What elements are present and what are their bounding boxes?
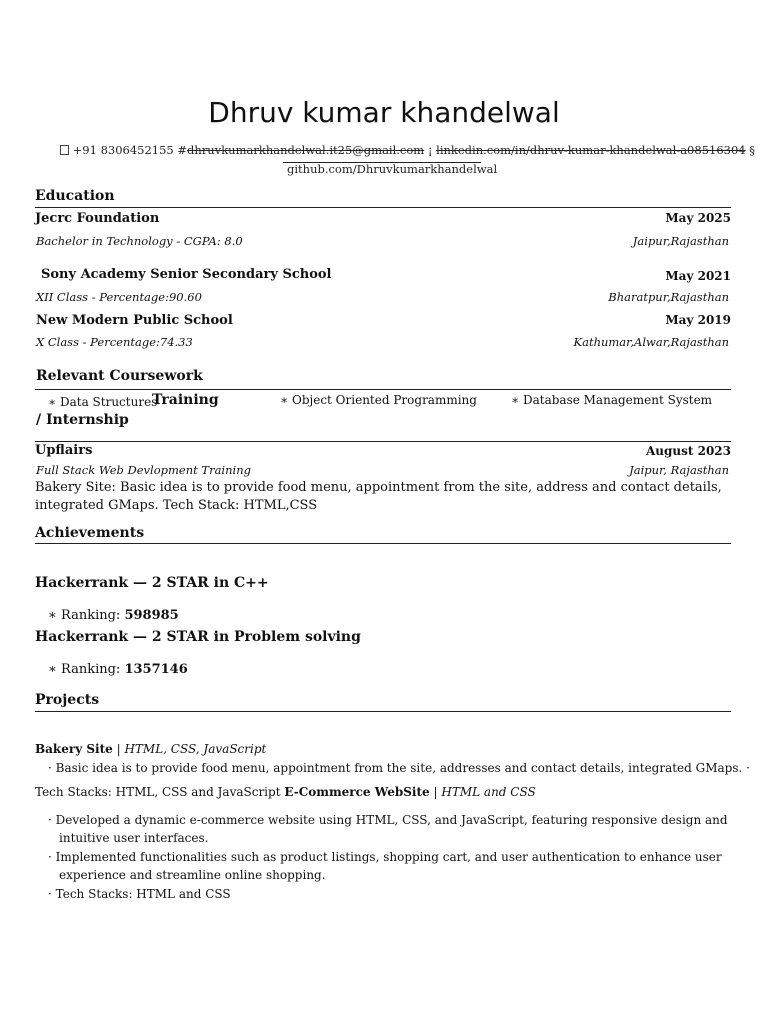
coursework-item: ∗ Data Structures — [48, 395, 158, 409]
bullet-star: ∗ — [48, 662, 57, 677]
section-title-coursework: Relevant Coursework — [36, 368, 203, 384]
ranking-value: 598985 — [124, 608, 179, 623]
bullet-dot: · — [48, 761, 52, 775]
bullet-star: ∗ — [48, 608, 57, 623]
linkedin-icon: ¡ — [427, 143, 433, 157]
section-rule — [35, 389, 731, 390]
training-description: Bakery Site: Basic idea is to provide food menu, appointment from the site, address and contact details, integrated GMaps. Tech Stack: HTML,CSS — [35, 480, 722, 513]
school-location: Jaipur,Rajasthan — [632, 234, 729, 248]
school-degree: X Class - Percentage:74.33 — [36, 335, 193, 349]
project-name: Bakery Site — [35, 742, 113, 756]
bullet-star: ∗ — [48, 395, 57, 409]
school-date: May 2025 — [665, 211, 731, 225]
github-link[interactable]: github.com/Dhruvkumarkhandelwal — [287, 162, 498, 176]
project-stack: HTML, CSS, JavaScript — [124, 742, 267, 756]
achievement-ranking: ∗ Ranking: 598985 — [48, 608, 179, 623]
section-title-projects: Projects — [35, 692, 100, 708]
separator: | — [433, 785, 438, 799]
bullet-star: ∗ — [511, 393, 520, 407]
school-location: Kathumar,Alwar,Rajasthan — [573, 335, 729, 349]
section-rule — [35, 543, 731, 544]
email-link[interactable]: dhruvkumarkhandelwal.it25@gmail.com — [187, 143, 425, 157]
school-degree: XII Class - Percentage:90.60 — [36, 290, 202, 304]
school-name: Jecrc Foundation — [35, 211, 160, 226]
achievement-ranking: ∗ Ranking: 1357146 — [48, 662, 188, 677]
project-tail-text: Tech Stacks: HTML, CSS and JavaScript — [35, 785, 281, 799]
section-rule — [35, 207, 731, 208]
bullet-dot: · — [48, 813, 52, 827]
email-icon: # — [177, 143, 188, 157]
school-location: Bharatpur,Rajasthan — [608, 290, 729, 304]
section-rule — [35, 711, 731, 712]
section-title-internship: / Internship — [36, 412, 129, 428]
linkedin-link[interactable]: linkedin.com/in/dhruv-kumar-khandelwal-a08516304 — [436, 143, 746, 157]
github-icon: § — [749, 143, 755, 157]
bullet-dot: · — [48, 887, 52, 901]
achievement-heading: Hackerrank — 2 STAR in Problem solving — [35, 629, 361, 645]
section-title-training: Training — [152, 392, 219, 408]
school-name: Sony Academy Senior Secondary School — [41, 267, 332, 282]
bullet-star: ∗ — [280, 393, 289, 407]
training-role: Full Stack Web Devlopment Training — [36, 463, 251, 477]
separator: | — [116, 742, 121, 756]
coursework-item: ∗ Database Management System — [511, 393, 713, 407]
project-bullet: · Developed a dynamic e-commerce website using HTML, CSS, and JavaScript, featuring responsive design and intuitive user interfaces. — [48, 813, 728, 845]
phone-icon — [60, 145, 69, 155]
project-name: E-Commerce WebSite — [284, 785, 430, 799]
coursework-item: ∗ Object Oriented Programming — [280, 393, 477, 407]
project-bullet: · Implemented functionalities such as product listings, shopping cart, and user authentication to enhance user experience and streamline online shopping. — [48, 850, 722, 882]
training-location: Jaipur, Rajasthan — [629, 463, 729, 477]
section-title-achievements: Achievements — [35, 525, 145, 541]
contact-line — [60, 143, 755, 157]
resume-name: Dhruv kumar khandelwal — [208, 96, 560, 129]
section-title-education: Education — [35, 188, 115, 204]
project-stack: HTML and CSS — [441, 785, 536, 799]
project-heading — [35, 785, 536, 799]
bullet-dot: · — [48, 850, 52, 864]
school-degree: Bachelor in Technology - CGPA: 8.0 — [36, 234, 243, 248]
school-name: New Modern Public School — [36, 313, 233, 328]
project-bullet: · Tech Stacks: HTML and CSS — [48, 887, 231, 901]
achievement-heading: Hackerrank — 2 STAR in C++ — [35, 575, 269, 591]
ranking-value: 1357146 — [124, 662, 188, 677]
school-date: May 2019 — [665, 313, 731, 327]
section-rule — [35, 441, 731, 442]
project-bullet: · Basic idea is to provide food menu, appointment from the site, addresses and contact details, integrated GMaps. · — [48, 761, 750, 775]
project-heading — [35, 742, 266, 756]
school-date: May 2021 — [665, 269, 731, 283]
company-name: Upflairs — [35, 443, 93, 458]
phone-number: +91 8306452155 — [72, 143, 174, 157]
training-date: August 2023 — [645, 444, 731, 458]
project-bullet-list — [48, 812, 732, 904]
